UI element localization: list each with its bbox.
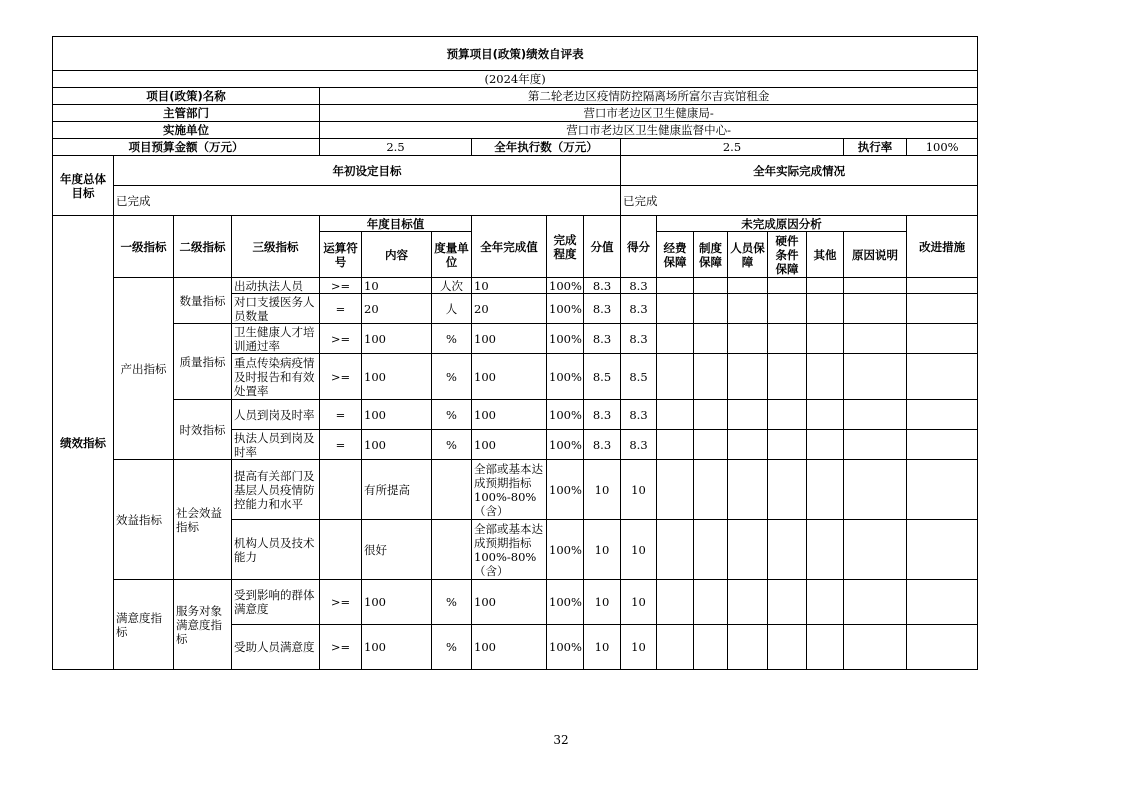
empty-cell: [657, 324, 694, 354]
empty-cell: [768, 580, 807, 625]
header-level1: 一级指标: [114, 216, 174, 278]
indicator-unit: %: [432, 625, 472, 670]
indicator-value: 8.3: [584, 294, 621, 324]
empty-cell: [694, 278, 728, 294]
actual-goal-text: 已完成: [621, 186, 978, 216]
empty-cell: [657, 354, 694, 400]
empty-cell: [807, 460, 844, 520]
empty-cell: [844, 520, 907, 580]
indicator-value: 10: [584, 520, 621, 580]
project-name-value: 第二轮老边区疫情防控隔离场所富尔吉宾馆租金: [320, 88, 978, 105]
group-quantity: 数量指标: [174, 278, 232, 324]
empty-cell: [907, 520, 978, 580]
empty-cell: [657, 430, 694, 460]
indicator-degree: 100%: [547, 278, 584, 294]
indicator-value: 10: [584, 580, 621, 625]
empty-cell: [844, 324, 907, 354]
indicator-value: 8.3: [584, 278, 621, 294]
indicator-value: 8.3: [584, 324, 621, 354]
indicator-score: 10: [621, 580, 657, 625]
indicator-content: 10: [362, 278, 432, 294]
indicator-unit: %: [432, 430, 472, 460]
empty-cell: [728, 460, 768, 520]
group-output: 产出指标: [114, 278, 174, 460]
indicator-name: 卫生健康人才培训通过率: [232, 324, 320, 354]
indicator-name: 出动执法人员: [232, 278, 320, 294]
empty-cell: [807, 324, 844, 354]
indicator-degree: 100%: [547, 520, 584, 580]
empty-cell: [728, 294, 768, 324]
header-score: 得分: [621, 216, 657, 278]
indicator-degree: 100%: [547, 625, 584, 670]
form-title: 预算项目(政策)绩效自评表: [53, 37, 978, 71]
indicator-content: 100: [362, 580, 432, 625]
empty-cell: [728, 354, 768, 400]
header-op: 运算符号: [320, 232, 362, 278]
indicator-content: 很好: [362, 520, 432, 580]
indicator-score: 10: [621, 625, 657, 670]
group-benefit: 效益指标: [114, 460, 174, 580]
indicator-content: 100: [362, 324, 432, 354]
indicator-op: >=: [320, 580, 362, 625]
header-measures: 改进措施: [907, 216, 978, 278]
indicator-name: 受助人员满意度: [232, 625, 320, 670]
indicator-full: 100: [472, 430, 547, 460]
indicator-score: 10: [621, 520, 657, 580]
indicator-full: 100: [472, 625, 547, 670]
self-evaluation-form: [52, 36, 977, 670]
empty-cell: [907, 460, 978, 520]
empty-cell: [907, 430, 978, 460]
indicator-degree: 100%: [547, 324, 584, 354]
empty-cell: [657, 278, 694, 294]
unit-value: 营口市老边区卫生健康监督中心-: [320, 122, 978, 139]
header-unit: 度量单位: [432, 232, 472, 278]
indicator-op: >=: [320, 625, 362, 670]
indicator-content: 100: [362, 625, 432, 670]
rate-value: 100%: [907, 139, 978, 156]
indicator-score: 8.3: [621, 294, 657, 324]
indicator-degree: 100%: [547, 460, 584, 520]
indicator-value: 8.3: [584, 400, 621, 430]
indicator-name: 重点传染病疫情及时报告和有效处置率: [232, 354, 320, 400]
initial-goal-header: 年初设定目标: [114, 156, 621, 186]
indicator-unit: [432, 460, 472, 520]
indicator-op: =: [320, 400, 362, 430]
empty-cell: [844, 430, 907, 460]
indicator-name: 提高有关部门及基层人员疫情防控能力和水平: [232, 460, 320, 520]
indicator-op: [320, 520, 362, 580]
indicator-degree: 100%: [547, 430, 584, 460]
indicator-value: 10: [584, 460, 621, 520]
header-hardware: 硬件条件保障: [768, 232, 807, 278]
indicator-score: 8.3: [621, 430, 657, 460]
header-system: 制度保障: [694, 232, 728, 278]
empty-cell: [694, 520, 728, 580]
empty-cell: [807, 354, 844, 400]
empty-cell: [907, 324, 978, 354]
empty-cell: [768, 400, 807, 430]
indicator-full: 100: [472, 324, 547, 354]
empty-cell: [807, 430, 844, 460]
indicator-full: 10: [472, 278, 547, 294]
dept-label: 主管部门: [53, 105, 320, 122]
indicator-degree: 100%: [547, 580, 584, 625]
indicator-op: >=: [320, 354, 362, 400]
empty-cell: [844, 278, 907, 294]
group-satisfaction: 满意度指标: [114, 580, 174, 670]
empty-cell: [768, 354, 807, 400]
header-personnel: 人员保障: [728, 232, 768, 278]
empty-cell: [907, 580, 978, 625]
indicator-score: 8.3: [621, 278, 657, 294]
indicator-full: 100: [472, 354, 547, 400]
empty-cell: [694, 324, 728, 354]
page-number: 32: [553, 733, 569, 747]
indicator-content: 20: [362, 294, 432, 324]
empty-cell: [657, 294, 694, 324]
indicator-unit: %: [432, 324, 472, 354]
empty-cell: [657, 580, 694, 625]
empty-cell: [807, 278, 844, 294]
empty-cell: [907, 278, 978, 294]
empty-cell: [768, 460, 807, 520]
indicator-full: 100: [472, 580, 547, 625]
indicator-degree: 100%: [547, 294, 584, 324]
indicator-unit: %: [432, 354, 472, 400]
indicator-name: 人员到岗及时率: [232, 400, 320, 430]
header-full-value: 全年完成值: [472, 216, 547, 278]
indicator-score: 8.5: [621, 354, 657, 400]
project-name-label: 项目(政策)名称: [53, 88, 320, 105]
empty-cell: [694, 625, 728, 670]
empty-cell: [768, 278, 807, 294]
empty-cell: [657, 520, 694, 580]
empty-cell: [807, 294, 844, 324]
indicator-content: 100: [362, 400, 432, 430]
empty-cell: [768, 625, 807, 670]
header-funding: 经费保障: [657, 232, 694, 278]
evaluation-table: [52, 36, 978, 670]
actual-goal-header: 全年实际完成情况: [621, 156, 978, 186]
exec-value: 2.5: [621, 139, 844, 156]
indicator-op: >=: [320, 324, 362, 354]
empty-cell: [907, 625, 978, 670]
rate-label: 执行率: [844, 139, 907, 156]
indicator-name: 受到影响的群体满意度: [232, 580, 320, 625]
empty-cell: [844, 400, 907, 430]
form-year: (2024年度): [53, 71, 978, 88]
indicator-unit: %: [432, 400, 472, 430]
empty-cell: [728, 278, 768, 294]
indicators-label: 绩效指标: [53, 216, 114, 670]
empty-cell: [844, 625, 907, 670]
indicator-value: 8.5: [584, 354, 621, 400]
header-degree: 完成程度: [547, 216, 584, 278]
empty-cell: [844, 580, 907, 625]
empty-cell: [657, 460, 694, 520]
indicator-name: 对口支援医务人员数量: [232, 294, 320, 324]
empty-cell: [728, 324, 768, 354]
indicator-degree: 100%: [547, 400, 584, 430]
empty-cell: [807, 400, 844, 430]
empty-cell: [694, 294, 728, 324]
empty-cell: [728, 430, 768, 460]
empty-cell: [844, 294, 907, 324]
group-quality: 质量指标: [174, 324, 232, 400]
header-level2: 二级指标: [174, 216, 232, 278]
indicator-score: 8.3: [621, 400, 657, 430]
empty-cell: [694, 430, 728, 460]
empty-cell: [694, 580, 728, 625]
empty-cell: [807, 625, 844, 670]
exec-label: 全年执行数（万元）: [472, 139, 621, 156]
budget-value: 2.5: [320, 139, 472, 156]
empty-cell: [844, 460, 907, 520]
indicator-unit: 人次: [432, 278, 472, 294]
empty-cell: [807, 580, 844, 625]
indicator-op: =: [320, 294, 362, 324]
indicator-op: >=: [320, 278, 362, 294]
indicator-full: 100: [472, 400, 547, 430]
annual-goal-label: 年度总体目标: [53, 156, 114, 216]
empty-cell: [907, 354, 978, 400]
dept-value: 营口市老边区卫生健康局-: [320, 105, 978, 122]
empty-cell: [694, 400, 728, 430]
empty-cell: [768, 324, 807, 354]
empty-cell: [728, 520, 768, 580]
indicator-full: 全部或基本达成预期指标100%-80%（含）: [472, 460, 547, 520]
indicator-name: 机构人员及技术能力: [232, 520, 320, 580]
indicator-content: 100: [362, 430, 432, 460]
initial-goal-text: 已完成: [114, 186, 621, 216]
budget-label: 项目预算金额（万元）: [53, 139, 320, 156]
empty-cell: [907, 400, 978, 430]
empty-cell: [907, 294, 978, 324]
header-other: 其他: [807, 232, 844, 278]
indicator-full: 20: [472, 294, 547, 324]
empty-cell: [768, 294, 807, 324]
header-score-value: 分值: [584, 216, 621, 278]
group-timeliness: 时效指标: [174, 400, 232, 460]
indicator-content: 100: [362, 354, 432, 400]
indicator-value: 10: [584, 625, 621, 670]
indicator-value: 8.3: [584, 430, 621, 460]
empty-cell: [768, 520, 807, 580]
indicator-unit: 人: [432, 294, 472, 324]
empty-cell: [728, 400, 768, 430]
indicator-full: 全部或基本达成预期指标100%-80%（含）: [472, 520, 547, 580]
indicator-content: 有所提高: [362, 460, 432, 520]
empty-cell: [844, 354, 907, 400]
header-annual-target: 年度目标值: [320, 216, 472, 232]
group-social: 社会效益指标: [174, 460, 232, 580]
header-content: 内容: [362, 232, 432, 278]
header-unfinished: 未完成原因分析: [657, 216, 907, 232]
indicator-name: 执法人员到岗及时率: [232, 430, 320, 460]
indicator-unit: %: [432, 580, 472, 625]
empty-cell: [657, 625, 694, 670]
empty-cell: [694, 460, 728, 520]
indicator-unit: [432, 520, 472, 580]
header-level3: 三级指标: [232, 216, 320, 278]
indicator-degree: 100%: [547, 354, 584, 400]
empty-cell: [728, 625, 768, 670]
indicator-op: =: [320, 430, 362, 460]
indicator-score: 10: [621, 460, 657, 520]
indicator-score: 8.3: [621, 324, 657, 354]
empty-cell: [694, 354, 728, 400]
group-service: 服务对象满意度指标: [174, 580, 232, 670]
header-reason: 原因说明: [844, 232, 907, 278]
empty-cell: [807, 520, 844, 580]
unit-label: 实施单位: [53, 122, 320, 139]
empty-cell: [768, 430, 807, 460]
indicator-op: [320, 460, 362, 520]
empty-cell: [728, 580, 768, 625]
empty-cell: [657, 400, 694, 430]
